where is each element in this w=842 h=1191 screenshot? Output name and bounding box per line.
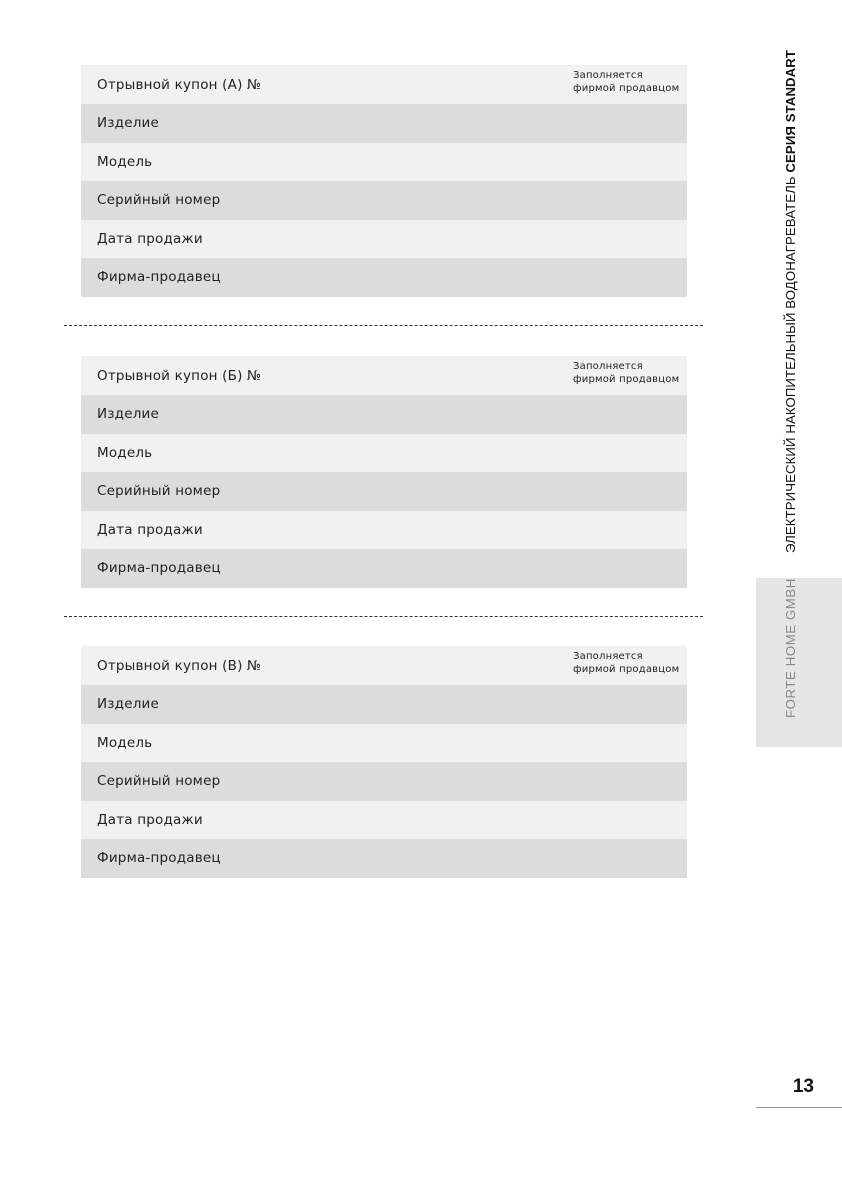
field-row-product [81, 395, 687, 434]
coupon-header [81, 356, 687, 395]
field-row-seller [81, 839, 687, 878]
sidebar-product-title [783, 50, 798, 553]
coupon-title: Отрывной купон (Б) № [97, 367, 262, 384]
field-label: Модель [97, 153, 153, 170]
fill-note-text: Заполняется фирмой продавцом [573, 361, 680, 385]
field-row-seller [81, 549, 687, 588]
sidebar-bottom [756, 578, 842, 747]
fill-note [573, 70, 679, 95]
page-number-rule [756, 1107, 842, 1108]
coupon-c [81, 646, 687, 878]
product-name: ЭЛЕКТРИЧЕСКИЙ НАКОПИТЕЛЬНЫЙ ВОДОНАГРЕВАТЕЛЬ [783, 172, 798, 553]
field-row-serial [81, 472, 687, 511]
series-name: СЕРИЯ STANDART [783, 49, 798, 173]
field-row-serial [81, 181, 687, 220]
field-row-product [81, 104, 687, 143]
field-label: Изделие [97, 115, 160, 132]
field-row-sale-date [81, 801, 687, 840]
field-label: Дата продажи [97, 811, 203, 828]
field-row-model [81, 724, 687, 763]
coupon-header [81, 646, 687, 685]
cut-line [64, 616, 703, 617]
field-label: Серийный номер [97, 192, 221, 209]
fill-note [573, 361, 679, 386]
field-label: Дата продажи [97, 230, 203, 247]
fill-note [573, 651, 679, 676]
field-label: Модель [97, 444, 153, 461]
page-number: 13 [792, 1076, 814, 1097]
field-row-sale-date [81, 511, 687, 550]
fill-note-text: Заполняется фирмой продавцом [573, 70, 680, 94]
field-label: Дата продажи [97, 521, 203, 538]
cut-line [64, 325, 703, 326]
coupon-a [81, 65, 687, 297]
coupon-title: Отрывной купон (А) № [97, 76, 262, 93]
field-label: Модель [97, 734, 153, 751]
sidebar-top [756, 0, 842, 578]
field-label: Серийный номер [97, 773, 221, 790]
field-row-model [81, 434, 687, 473]
field-label: Фирма-продавец [97, 269, 221, 286]
field-row-serial [81, 762, 687, 801]
field-label: Серийный номер [97, 483, 221, 500]
field-label: Изделие [97, 696, 160, 713]
field-row-seller [81, 258, 687, 297]
sidebar-company: FORTE HOME GMBH [783, 578, 798, 718]
field-label: Изделие [97, 406, 160, 423]
fill-note-text: Заполняется фирмой продавцом [573, 651, 680, 675]
field-label: Фирма-продавец [97, 560, 221, 577]
coupon-title: Отрывной купон (В) № [97, 657, 262, 674]
field-label: Фирма-продавец [97, 850, 221, 867]
field-row-model [81, 143, 687, 182]
field-row-product [81, 685, 687, 724]
coupon-header [81, 65, 687, 104]
coupon-b [81, 356, 687, 588]
field-row-sale-date [81, 220, 687, 259]
